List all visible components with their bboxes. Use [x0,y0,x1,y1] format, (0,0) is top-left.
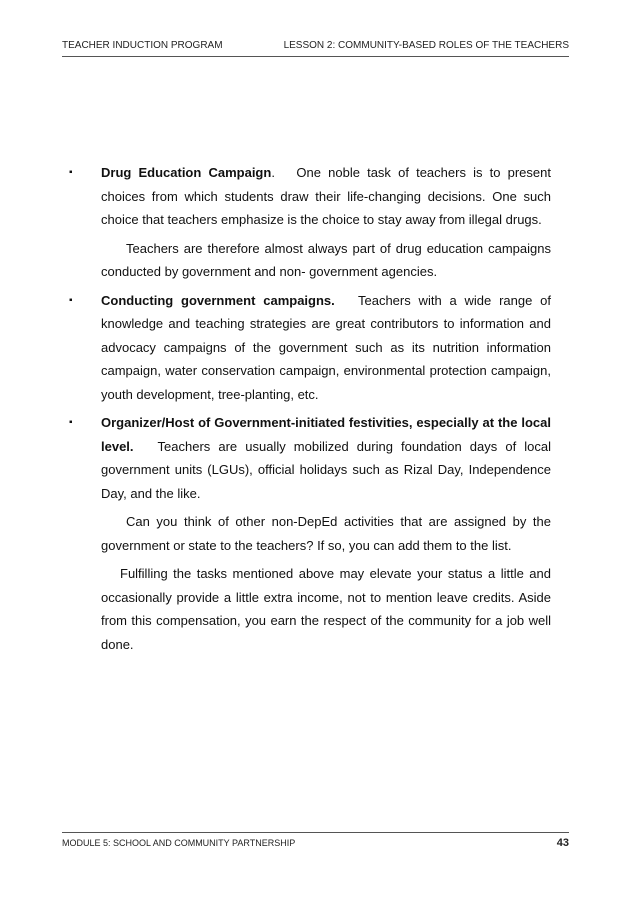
bullet-icon: ▪ [69,167,73,178]
bullet-icon: ▪ [69,417,73,428]
header-program-title: TEACHER INDUCTION PROGRAM [62,40,223,51]
page-body [62,161,551,661]
item-text: Teachers are usually mobilized during foundation days of local government units (LGUs), official holidays such as Rizal Day, Independence Day, and the like. [101,438,551,501]
header-lesson-title: LESSON 2: COMMUNITY-BASED ROLES OF THE TEACHERS [283,40,569,51]
page-footer [62,838,569,852]
item-title: Drug Education Campaign [101,165,272,180]
footer-rule [62,832,569,833]
closing-paragraph: Fulfilling the tasks mentioned above may elevate your status a little and occasionally provide a little extra income, not to mention leave credits. Aside from this compensation, you earn the respect of the community for a job well done. [101,566,551,652]
footer-module-title: MODULE 5: SCHOOL AND COMMUNITY PARTNERSHIP [62,838,296,848]
item-title: Conducting government campaigns. [101,292,335,308]
item-follow-paragraph: Teachers are therefore almost always part of drug education campaigns conducted by government and non- government agencies. [101,240,551,279]
item-title: Organizer/Host of Government-initiated festivities, especially at the local level. [101,415,551,454]
item-text: Teachers with a wide range of knowledge and teaching strategies are great contributors to information and advocacy campaigns of the government such as its nutrition information campaign, water conservation campaign, environmental protection campaign, youth development, tree-planting, etc. [101,292,551,402]
page-number: 43 [556,837,569,849]
list-item-festivities [62,411,551,505]
bullet-icon: ▪ [69,294,73,306]
list-item-government-campaigns [62,289,551,407]
page-header [62,40,569,54]
question-paragraph: Can you think of other non-DepEd activities that are assigned by the government or state to the teachers? If so, you can add them to the list. [101,514,551,553]
list-item-drug-education [62,161,551,232]
item-text: One noble task of teachers is to present choices from which students draw their life-changing decisions. One such choice that teachers emphasize is the choice to stay away from illegal drugs. [101,165,551,227]
header-rule [62,56,569,57]
item-title-sep: . [271,165,275,180]
